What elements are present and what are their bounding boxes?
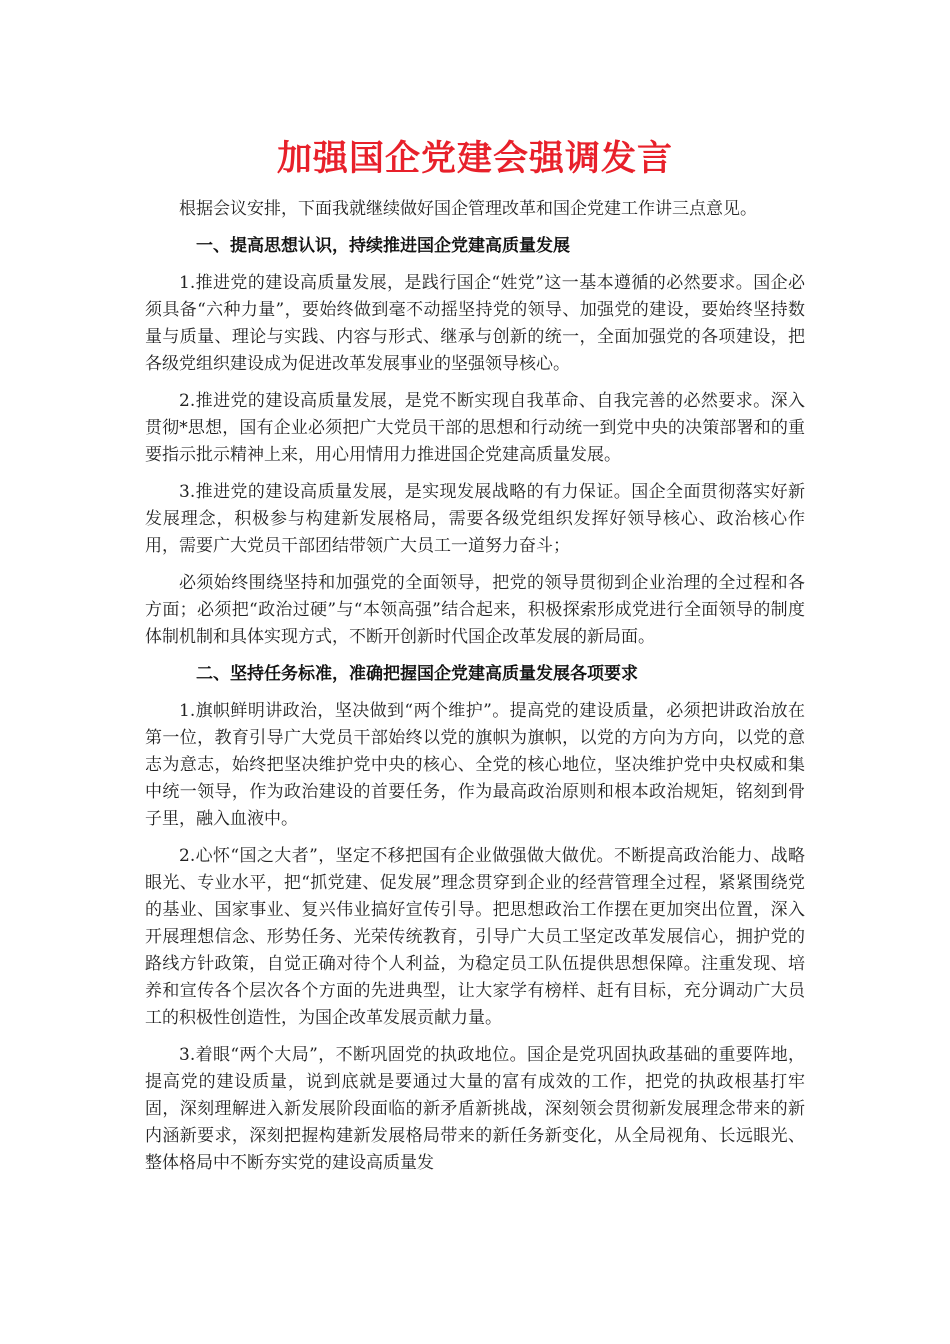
paragraph-2-2: 2.心怀“国之大者”，坚定不移把国有企业做强做大做优。不断提高政治能力、战略眼光、专业水平，把“抓党建、促发展”理念贯穿到企业的经营管理全过程，紧紧围绕党的基业、国家事业、复兴伟业搞好宣传引导。把思想政治工作摆在更加突出位置，深入开展理想信念、形势任务、光荣传统教育，引导广大员工坚定改革发展信心，拥护党的路线方针政策，自觉正确对待个人利益，为稳定员工队伍提供思想保障。注重发现、培养和宣传各个层次各个方面的先进典型，让大家学有榜样、赶有目标，充分调动广大员工的积极性创造性，为国企改革发展贡献力量。 [145,846,805,1028]
paragraph-2-1: 1.旗帜鲜明讲政治，坚决做到“两个维护”。提高党的建设质量，必须把讲政治放在第一位，教育引导广大党员干部始终以党的旗帜为旗帜，以党的方向为方向，以党的意志为意志，始终把坚决维护党中央的核心、全党的核心地位，坚决维护党中央权威和集中统一领导，作为政治建设的首要任务，作为最高政治原则和根本政治规矩，铭刻到骨子里，融入血液中。 [145,701,805,829]
document-body [145,132,805,1177]
section-heading-2: 二、坚持任务标准，准确把握国企党建高质量发展各项要求 [196,664,638,684]
intro-paragraph: 根据会议安排，下面我就继续做好国企管理改革和国企党建工作讲三点意见。 [179,199,757,219]
paragraph-2-3: 3.着眼“两个大局”，不断巩固党的执政地位。国企是党巩固执政基础的重要阵地，提高党的建设质量，说到底就是要通过大量的富有成效的工作，把党的执政根基打牢固，深刻理解进入新发展阶段面临的新矛盾新挑战，深刻领会贯彻新发展理念带来的新内涵新要求，深刻把握构建新发展格局带来的新任务新变化，从全局视角、长远眼光、整体格局中不断夯实党的建设高质量发 [145,1045,805,1173]
paragraph-1-3: 3.推进党的建设高质量发展，是实现发展战略的有力保证。国企全面贯彻落实好新发展理念，积极参与构建新发展格局，需要各级党组织发挥好领导核心、政治核心作用，需要广大党员干部团结带领广大员工一道努力奋斗； [145,482,805,556]
document-title: 加强国企党建会强调发言 [276,138,673,179]
paragraph-1-2: 2.推进党的建设高质量发展，是党不断实现自我革命、自我完善的必然要求。深入贯彻*思想，国有企业必须把广大党员干部的思想和行动统一到党中央的决策部署和的重要指示批示精神上来，用心用情用力推进国企党建高质量发展。 [145,391,805,465]
paragraph-1-4: 必须始终围绕坚持和加强党的全面领导，把党的领导贯彻到企业治理的全过程和各方面；必须把“政治过硬”与“本领高强”结合起来，积极探索形成党进行全面领导的制度体制机制和具体实现方式，不断开创新时代国企改革发展的新局面。 [145,573,805,647]
section-heading-1: 一、提高思想认识，持续推进国企党建高质量发展 [196,236,570,256]
paragraph-1-1: 1.推进党的建设高质量发展，是践行国企“姓党”这一基本遵循的必然要求。国企必须具备“六种力量”，要始终做到毫不动摇坚持党的领导、加强党的建设，要始终坚持数量与质量、理论与实践、内容与形式、继承与创新的统一，全面加强党的各项建设，把各级党组织建设成为促进改革发展事业的坚强领导核心。 [145,273,805,374]
